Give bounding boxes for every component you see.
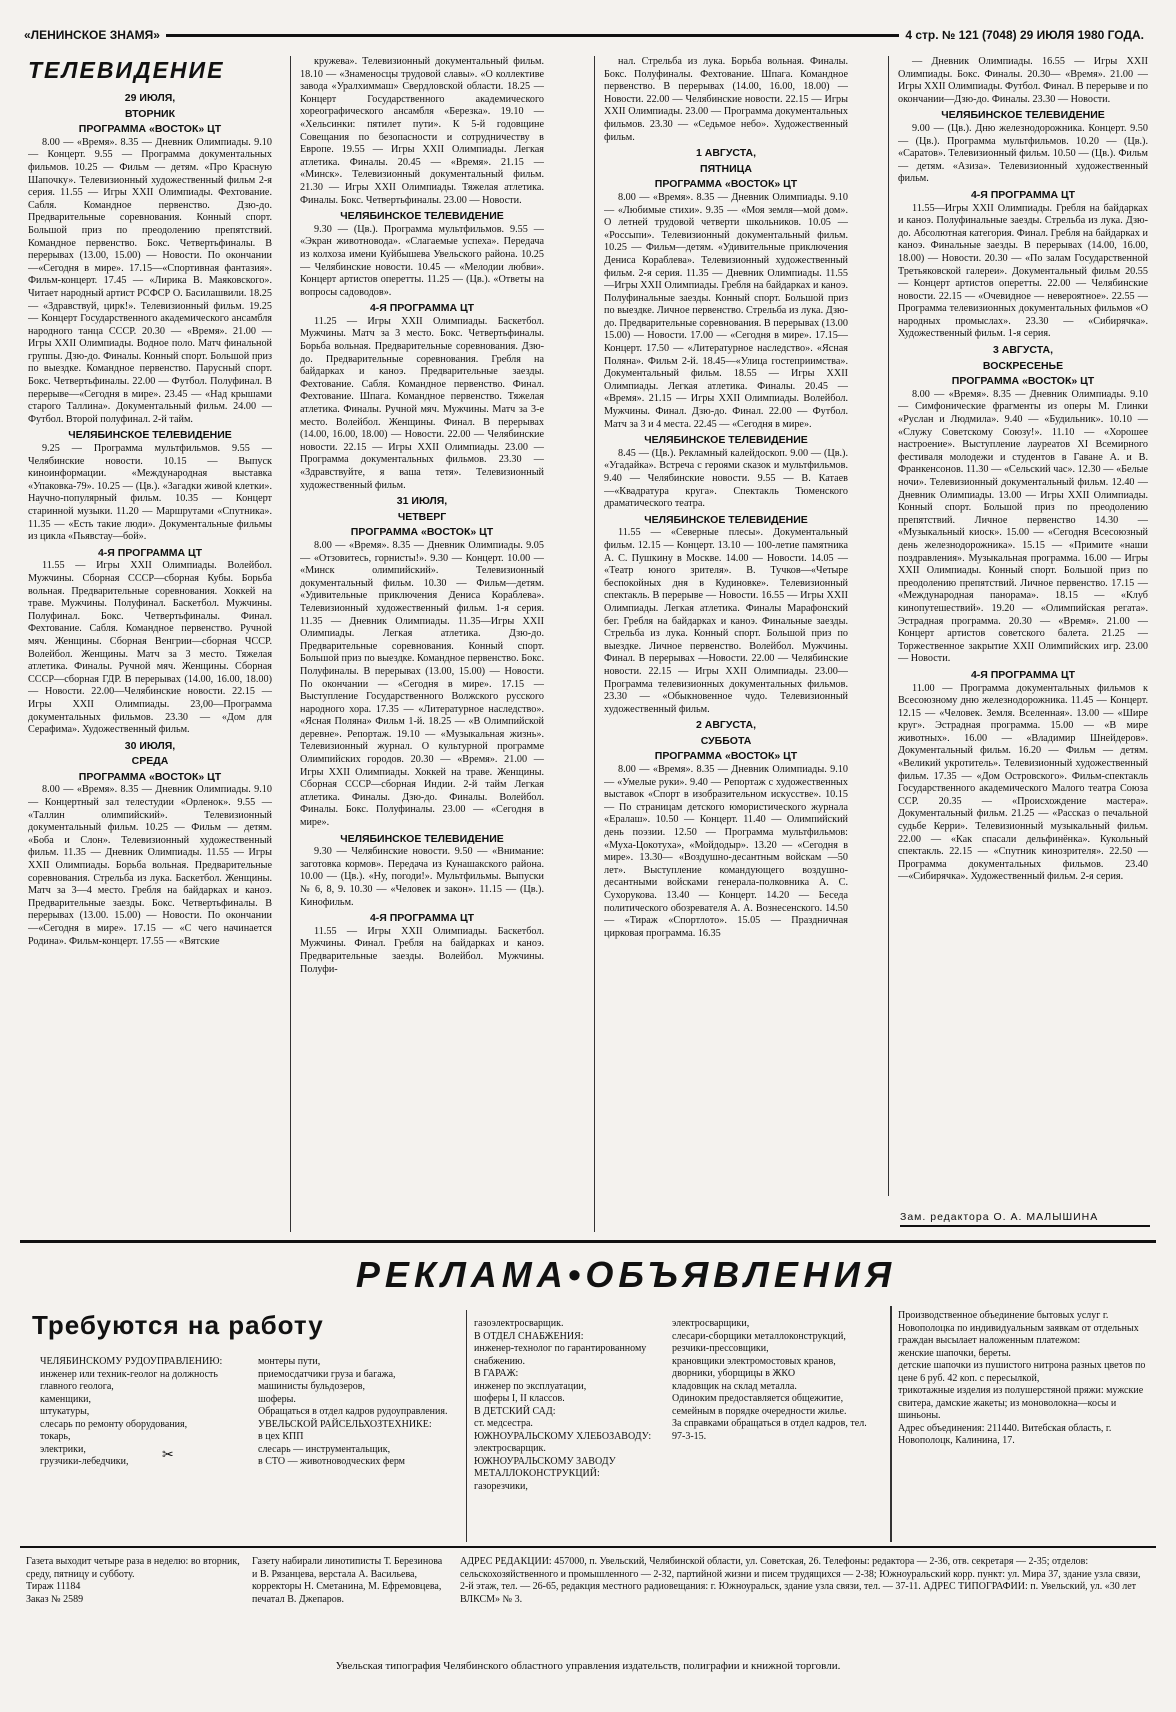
tv-column-3 <box>604 56 848 1242</box>
schedule-heading: ПРОГРАММА «ВОСТОК» ЦТ <box>654 750 798 763</box>
schedule-heading: 29 ИЮЛЯ, <box>124 92 176 104</box>
ads-top-rule <box>20 1240 1156 1243</box>
ad-line: грузчики-лебедчики, <box>40 1456 129 1467</box>
ad-column-2 <box>258 1356 454 1542</box>
ad-line: В ОТДЕЛ СНАБЖЕНИЯ: <box>474 1330 584 1342</box>
circulation: Тираж 11184 <box>26 1581 81 1592</box>
column-divider <box>594 56 595 1232</box>
section-title: ТЕЛЕВИДЕНИЕ <box>28 57 225 83</box>
ad-line: трикотажные изделия из полушерстяной пряжи: мужские свитера, дамские жакеты; из моноволокна—косы и шиньоны. <box>898 1385 1144 1421</box>
schedule-text: 8.00 — «Время». 8.35 — Дневник Олимпиады. 9.10 — Симфонические фрагменты из оперы М. Глинки «Руслан и Людмила». 9.40 — «Будильник». 10.10 — «Служу Советскому Союзу!». 11.10 — «Хорошее настроение». Выступление лауреатов XI Всемирного фестиваля молодежи и студентов в Гаване А. и В. Франкенсонов. 11.30 — «Сельский час». 12.30 — «Белые ночи». Телевизионный документальный фильм. 12.40 — Дневник Олимпиады. 13.00 — Игры XXII Олимпиады. Конный спорт. Большой приз по преодолению препятствий. Личное первенство 14.30 — «Музыкальный киоск». 15.00 — «Сегодня Всесоюзный день железнодорожника». 15.15 — «Примите «наши поздравления». Музыкальная программа. 16.00 — Игры XXII Олимпиады. Конный спорт. Большой приз по преодолению препятствий. Личное первенство. 17.15 — «Международная панорама». 18.15 — «Клуб кинопутешествий». 19.20 — «Олимпийская регата». Эстрадная программа. 20.30 — «Время». 21.00 — Концерт артистов советского балета. 21.25 — Торжественное закрытие XXII Олимпийских игр. 23.00 — Новости. <box>898 388 1148 665</box>
paper-name: «ЛЕНИНСКОЕ ЗНАМЯ» <box>24 28 160 42</box>
printer-footer: Увельская типография Челябинского областного управления издательств, полиграфии и книжной торговли. <box>335 1660 841 1672</box>
schedule-heading: ПРОГРАММА «ВОСТОК» ЦТ <box>78 770 222 783</box>
ad-line: приемосдатчики груза и багажа, <box>258 1368 396 1380</box>
schedule-heading: ЧЕЛЯБИНСКОЕ ТЕЛЕВИДЕНИЕ <box>644 513 808 526</box>
schedule-heading: 1 АВГУСТА, <box>696 147 756 160</box>
ad-line: шоферы I, II классов. <box>474 1393 565 1404</box>
address-text: АДРЕС РЕДАКЦИИ: 457000, п. Увельский, Челябинской области, ул. Советская, 26. Телефоны: редактора — 2-36, отв. секретаря — 2-35; отделов: сельскохозяйственного и промышленного — 2-32, партийной жизни и писем трудящихся — 2-38; Южноуральский корр. пункт: ул. Мира 37, здание узла связи, 2-й этаж, тел. — 26-65, редакция местного радиовещания: г. Южноуральск, здание узла связи, тел. — 37-11. АДРЕС ТИПОГРАФИИ: п. Увельский, ул. «30 лет ВЛКСМ» № 3. <box>460 1556 1141 1605</box>
schedule-heading: 4-Я ПРОГРАММА ЦТ <box>369 302 475 315</box>
ad-line: УВЕЛЬСКОЙ РАЙСЕЛЬХОЗТЕХНИКЕ: <box>258 1418 432 1430</box>
ad-line: дворники, уборщицы в ЖКО <box>672 1368 796 1379</box>
ad-line: Одиноким предоставляется общежитие, семейным в порядке очередности жилье. <box>672 1393 847 1417</box>
schedule-text: 9.30 — (Цв.). Программа мультфильмов. 9.55 — «Экран животновода». «Слагаемые успеха». Передача из колхоза имени Куйбышева Увельского района. 10.25 — Челябинские новости. 10.45 — «Мелодии любви». Концерт артистов оперетты. 11.25 — (Цв.). «Ответы на вопросы садоводов». <box>300 223 544 298</box>
ad-line: инженер или техник-геолог на должность главного геолога, <box>40 1368 218 1392</box>
scissors-icon: ✂ <box>162 1448 174 1463</box>
ad-line: штукатуры, <box>40 1406 90 1417</box>
tv-column-1 <box>28 56 272 1242</box>
masthead-rule <box>166 34 899 37</box>
schedule-text: 11.55 — «Северные плесы». Документальный фильм. 12.15 — Концерт. 13.10 — 100-летие памятника А. С. Пушкину в Москве. 14.00 — Новости. 14.05 — «Театр юного зрителя». В. Тучков—«Четыре беспокойных дня в Кудиновке». Телевизионный спектакль. В перерыве — Новости. 16.55 — Игры XXII Олимпиады. Легкая атлетика. Финалы Марафонский бег. Гребля на байдарках и каноэ. Финальные заезды. Стрельба из лука. Конный спорт. Большой приз по выездке. Личное первенство. Волейбол. Мужчины. Финал. В перерывах —Новости. 22.00 — Челябинские новости. 22.15 — Игры XXII Олимпиады. 23.00— Программа телевизионных документальных фильмов. 23.30 — «Обыкновенное чудо. Телевизионный художественный фильм. <box>604 527 848 715</box>
schedule-heading: ЧЕЛЯБИНСКОЕ ТЕЛЕВИДЕНИЕ <box>941 109 1105 122</box>
schedule-text: кружева». Телевизионный документальный фильм. 18.10 — «Знаменосцы трудовой славы». «О коллективе завода «Уралхиммаш» Свердловской области. 18.25 — Концерт Государственного академического хореографического ансамбля «Березка». 19.10 — «Хельсинки: пятилет пути». К 5-й годовщине Совещания по безопасности и сотрудничеству в Европе. 19.55 — Игры XXII Олимпиады. Легкая атлетика. Финалы. 20.45 — «Время». 21.15 — «Минск». Телевизионный документальный фильм. 21.30 — Игры XXII Олимпиады. Тяжелая атлетика. Финалы. Бокс. Четвертьфиналы. 23.00 — Новости. <box>300 56 544 206</box>
schedule-text: Газета выходит четыре раза в неделю: во вторник, среду, пятницу и субботу. <box>26 1556 240 1580</box>
ad-line: слесарь — инструментальщик, <box>258 1443 391 1455</box>
ad-line: инженер по эксплуатации, <box>474 1380 587 1392</box>
ad-line: слесари-сборщики металлоконструкций, <box>672 1330 846 1342</box>
schedule-heading: ПРОГРАММА «ВОСТОК» ЦТ <box>78 123 222 136</box>
schedule-text: 11.00 — Программа документальных фильмов к Всесоюзному дню железнодорожника. 11.45 — Концерт. 12.15 — «Человек. Земля. Вселенная». 13.00 — «Шире круг». Эстрадная программа. 15.00 — «В мире животных». 16.00 — «Владимир Шнейдеров». Документальный фильм. 16.20 — Фильм — детям. «Великий укротитель». Телевизионный художественный фильм. 17.35 — «Дом Островского». Фильм-спектакль Государственного академического Малого театра Союза ССР. 20.35 — «Происхождение мастера». Документальный фильм. 21.25 — «Рассказ о печальной судьбе Керри». Телевизионный музыкальный фильм. 22.00 — «Как спасали дельфинёнка». Кукольный спектакль. 22.15 — «Спутник кинозрителя». 22.50 — Программа документальных фильмов. 23.40 —«Сибирячка». Художественный фильм. 2-я серия. <box>898 682 1148 883</box>
schedule-text: 8.00 — «Время». 8.35 — Дневник Олимпиады. 9.05 — «Отзовитесь, горнисты!». 9.30 — Концерт. 10.00 — «Минск олимпийский». Телевизионный документальный фильм. 10.30 — Фильм—детям. «Удивительные приключения Дениса Кораблева». Телевизионный художественный фильм. 1-я серия. 11.35 — Дневник Олимпиады. 11.35—Игры XXII Олимпиады. Легкая атлетика. Дзю-до. Предварительные соревнования. Конный спорт. Большой приз по выездке. Командное первенство. Бокс. Полуфиналы. В перерывах (13.00, 15.00) — Новости. По окончании — «Сегодня в мире». 17.15 — Выступление Государственного Волжского русского народного хора. 17.35 — «Литературное наследство». «Ясная Поляна» Фильм 1-й. 18.25 — «В Олимпийской деревне». Репортаж. 19.10 — «Музыкальная жизнь». Телевизионный журнал. О культурной программе Олимпийских городов. 20.30 — «Время». 21.00 — Игры XXII Олимпиады. Хоккей на траве. Женщины. Сборная СССР—сборная Индии. 2-й тайм Легкая атлетика. Финалы. Дзю-до. Финалы. Волейбол. Финалы. Бокс. Полуфиналы. 23.00 — «Сегодня в мире». <box>300 539 544 829</box>
schedule-heading: 4-Я ПРОГРАММА ЦТ <box>970 668 1076 681</box>
ad-line: Обращаться в отдел кадров рудоуправления. <box>258 1406 448 1417</box>
schedule-text: 8.00 — «Время». 8.35 — Дневник Олимпиады. 9.10 — «Умелые руки». 9.40 — Репортаж с художественных выставок «Спорт в изобразительном искусстве». 10.15 — По страницам детского юмористического журнала «Ералаш». 10.50 — Концерт. 11.40 — Олимпийский день поэзии. 12.50 — Программа мультфильмов: «Муха-Цокотуха», «Мойдодыр». 13.20 — «Сегодня в мире». 13.30— «Воздушно-десантным войскам —50 лет». Выступление командующего воздушно-десантными войсками генерала-полковника А. С. Сухорукова. 13.40 — Концерт. 14.20 — Беседа политического обозревателя А. А. Вознесенского. 14.50 — «Тираж «Спортлото». 15.05 — Праздничная цирковая программа. 16.35 <box>604 764 848 939</box>
order-number: Заказ № 2589 <box>26 1593 84 1605</box>
ad-column-1 <box>40 1356 250 1542</box>
schedule-text: 9.25 — Программа мультфильмов. 9.55 — Челябинские новости. 10.15 — Выпуск киноинформации. «Международная выставка «Упаковка-79». 10.25 — (Цв.). «Загадки живой клетки». Научно-популярный фильм. 10.35 — Концерт старинной музыки. 11.20 — Маршрутами «Спутника». 11.35 — «Есть такие люди». Документальные фильмы из цикла «Пьявстау—бой». <box>28 443 272 543</box>
schedule-heading: ПРОГРАММА «ВОСТОК» ЦТ <box>350 526 494 539</box>
info-schedule <box>26 1556 244 1646</box>
schedule-text: 11.55 — Игры XXII Олимпиады. Волейбол. Мужчины. Сборная СССР—сборная Кубы. Борьба вольная. Предварительные соревнования. Хоккей на траве. Мужчины. Полуфинал. Баскетбол. Мужчины. Полуфинал. Бокс. Четвертьфиналы. Финал. Фехтование. Сабля. Командное первенство. Ручной мяч. Женщины. Сборная Венгрии—сборная ЧССР. Волейбол. Женщины. Матч за 3 место. Тяжелая атлетика. Финалы. Ручной мяч. Женщины. Сборная СССР—сборная ГДР. В перерывах (14.00, 16.00, 18.00) — Новости. 22.00—Челябинские новости. 22.15 — Игры XXII Олимпиады. 23,00—Программа документальных фильмов. 23.30 — «Дом для Серафима». Художественный фильм. <box>28 560 272 736</box>
ad-line: газоэлектросварщик. <box>474 1318 564 1329</box>
ad-line: ст. медсестра. <box>474 1418 533 1429</box>
schedule-heading: 4-Я ПРОГРАММА ЦТ <box>970 188 1076 201</box>
schedule-heading: 2 АВГУСТА, <box>696 719 756 732</box>
ad-line: В ГАРАЖ: <box>474 1368 519 1379</box>
schedule-text: 8.45 — (Цв.). Рекламный калейдоскоп. 9.00 — (Цв.). «Угадайка». Встреча с героями сказок и мультфильмов. 9.40 — Челябинские новости. 9.55 — В. Катаев —«Квадратура круга». Спектакль Тюменского драматического театра. <box>604 447 848 510</box>
ad-line: крановщики электромостовых кранов, <box>672 1355 836 1367</box>
schedule-heading: 31 ИЮЛЯ, <box>396 495 448 508</box>
ad-line: Адрес объединения: 211440. Витебская область, г. Новополоцк, Калинина, 17. <box>898 1422 1112 1446</box>
schedule-text: 8.00 — «Время». 8.35 — Дневник Олимпиады. 9.10 — «Любимые стихи». 9.35 — «Моя земля—мой дом». О летней трудовой четверти школьников. 10.05 — «Россыпи». Телевизионный документальный фильм. 10.25 — Фильм—детям. «Удивительные приключения Дениса Кораблева». Телевизионный художественный фильм. 2-я серия. 11.35 — Дневник Олимпиады. 11.55—Игры XXII Олимпиады. Гребля на байдарках и каноэ. Полуфинальные заезды. Конный спорт. Большой приз по выездке. Личное первенство. Стрельба из лука. Дзю-до. Предварительные соревнования. В перерывах (13.00 15.00) — Новости. 17.00 — «Сегодня в мире». 17.15—Концерт. 17.50 — «Литературное наследство». «Ясная Поляна». Фильм 2-й. 18.45—«Улица гостеприимства». Документальный фильм. 18.55 — Игры XXII Олимпиады. Легкая атлетика. Финалы. 20.45 — «Время». 21.15 — Игры XXII Олимпиады. Волейбол. Мужчины. Финал. Дзю-до. Финал. 22.00 — Футбол. Матч за 3 и 4 места. 22.45 — «Сегодня в мире». <box>604 191 848 430</box>
info-typesetters <box>252 1556 448 1646</box>
schedule-heading: ПРОГРАММА «ВОСТОК» ЦТ <box>951 375 1095 388</box>
ad-line: детские шапочки из пушистого нитрона разных цветов по цене 6 руб. 42 коп. с пересылкой, <box>898 1360 1146 1384</box>
ad-line: каменщики, <box>40 1393 92 1405</box>
ad-line: женские шапочки, береты. <box>898 1347 1011 1359</box>
schedule-text: 8.00 — «Время». 8.35 — Дневник Олимпиады. 9.10 — Концерт. 9.55 — Программа документальных фильмов. 10.25 — Фильм — детям. «Про Красную Шапочку». Телевизионный художественный фильм 2-я серия. 11.55 — Игры XXII Олимпиады. Фехтование. Сабля. Командное первенство. Дзю-до. Предварительные соревнования. Конный спорт. Большой приз по преодолению препятствий. Командное первенство. Бокс. Четвертьфиналы. В перерывах (13.00, 15.00) — Новости. По окончании—«Сегодня в мире». 17.15—«Спортивная фантазия». Фильм-концерт. 17.45 — «Лирика В. Маяковского». Читает народный артист РСФСР О. Басилашвили. 18.25 — «Здравствуй, цирк!». Телевизионный фильм. 19.25 — Концерт Государственного академического ансамбля народного танца СССР. 20.30 — «Время». 21.00 — Игры XXII Олимпиады. Водное поло. Матч финальной группы. Дзю-до. Финалы. Конный спорт. Большой приз по выездке. Командное первенство. Парусный спорт. Бокс. Четвертьфиналы. 22.00 — Футбол. Полуфинал. В перерыве—«Сегодня в мире». 23.45 — «Над крышами старого Таллина». Документальный фильм. 24.00 — Футбол. Второй полуфинал. 2-й тайм. <box>28 136 272 425</box>
schedule-heading: ПЯТНИЦА <box>700 162 752 175</box>
ad-line: кладовщик на склад металла. <box>672 1380 797 1392</box>
schedule-heading: СРЕДА <box>131 755 169 768</box>
schedule-heading: 30 ИЮЛЯ, <box>124 739 176 752</box>
ad-column-5 <box>898 1310 1150 1542</box>
info-rule <box>20 1546 1156 1548</box>
schedule-text: 9.30 — Челябинские новости. 9.50 — «Внимание: заготовка кормов». Передача из Кунашакского района. 10.00 — (Цв.). «Ну, погоди!». Мультфильмы. Выпуски № 6, 8, 9. 10.30 — «Человек и закон». 11.15 — (Цв.). Кинофильм. <box>300 846 544 908</box>
schedule-heading: 4-Я ПРОГРАММА ЦТ <box>369 912 475 925</box>
ad-line: в цех КПП <box>258 1431 304 1442</box>
ad-line: токарь, <box>40 1431 71 1442</box>
column-divider <box>466 1310 467 1542</box>
ad-line: ЮЖНОУРАЛЬСКОМУ ХЛЕБОЗАВОДУ: <box>474 1430 652 1442</box>
schedule-text: — Дневник Олимпиады. 16.55 — Игры XXII Олимпиады. Бокс. Финалы. 20.30— «Время». 21.00 — Игры XXII Олимпиады. Футбол. Финал. В перерыве и по окончании—Дзю-до. Финалы. 23.30 — Новости. <box>898 56 1148 105</box>
ad-line: За справками обращаться в отдел кадров, тел. 97-3-15. <box>672 1418 867 1442</box>
ad-line: машинисты бульдозеров, <box>258 1381 365 1392</box>
masthead <box>24 26 1144 44</box>
ad-line: электросварщик. <box>474 1443 546 1454</box>
schedule-heading: ЧЕЛЯБИНСКОЕ ТЕЛЕВИДЕНИЕ <box>340 210 504 223</box>
schedule-text: 11.25 — Игры XXII Олимпиады. Баскетбол. Мужчины. Матч за 3 место. Бокс. Четвертьфиналы. Борьба вольная. Предварительные соревнования. Дзю-до. Предварительные соревнования. Гребля на байдарках и каноэ. Предварительные заезды. Фехтование. Сабля. Командное первенство. Финал. Фехтование. Шпага. Командное первенство. Тяжелая атлетика. Финалы. Ручной мяч. Мужчины. Матч за 3-е место. Волейбол. Женщины. Финал. В перерывах (14.00, 16.00, 18.00) — Новости. 22.00 — Челябинские новости. 22.15 — Игры XXII Олимпиады. 23.00 — Программа документальных фильмов. 23.30 — «Здравствуйте, я ваша тетя». Телевизионный художественный фильм. <box>300 315 544 491</box>
schedule-heading: ЧЕЛЯБИНСКОЕ ТЕЛЕВИДЕНИЕ <box>644 434 808 447</box>
ad-line: электросварщики, <box>672 1318 750 1329</box>
ad-line: В ДЕТСКИЙ САД: <box>474 1405 556 1417</box>
schedule-heading: 3 АВГУСТА, <box>993 344 1053 357</box>
info-address <box>460 1556 1150 1646</box>
schedule-heading: СУББОТА <box>700 734 752 747</box>
column-divider <box>888 56 889 1196</box>
schedule-heading: ЧЕТВЕРГ <box>397 510 447 523</box>
jobs-title: Требуются на работу <box>32 1310 324 1340</box>
ad-line: ЮЖНОУРАЛЬСКОМУ ЗАВОДУ МЕТАЛЛОКОНСТРУКЦИЙ: <box>474 1455 616 1479</box>
schedule-heading: 4-Я ПРОГРАММА ЦТ <box>97 546 203 559</box>
schedule-text: 11.55—Игры XXII Олимпиады. Гребля на байдарках и каноэ. Полуфинальные заезды. Стрельба из лука. Дзю-до. Абсолютная категория. Финал. Гребля на байдарках и каноэ. Финальные заезды. В перерывах (14.00, 16.00, 18.00) — Новости. 20.30 — «По залам Государственной Третьяковской галереи». Документальный фильм 20.55 — Концерт артистов оперетты. 22.00 — Челябинские новости. 22.15 — «Очевидное — невероятное». 22.55 — Программа телевизионных документальных фильмов «О народных промыслах». 23.30 — «Сибирячка». Художественный фильм. 1-я серия. <box>898 202 1148 340</box>
schedule-heading: ЧЕЛЯБИНСКОЕ ТЕЛЕВИДЕНИЕ <box>68 429 232 442</box>
ad-line: газорезчики, <box>474 1480 528 1492</box>
ad-column-3 <box>474 1318 664 1542</box>
ad-line: инженер-технолог по гарантированному снабжению. <box>474 1343 647 1367</box>
tv-column-2 <box>300 56 544 1242</box>
ad-line: электрики, <box>40 1443 86 1455</box>
typesetters-text: Газету набирали линотиписты Т. Березинова и В. Рязанцева, верстала А. Васильева, корректоры Н. Сметанина, М. Ефремовцева, печатал В. Джепаров. <box>252 1556 443 1605</box>
ad-line: в СТО — животноводческих ферм <box>258 1456 406 1467</box>
ad-line: монтеры пути, <box>258 1356 321 1367</box>
ad-line: Производственное объединение бытовых услуг г. Новополоцка по индивидуальным заявкам от отдельных граждан высылает наложенным платежом: <box>898 1310 1139 1346</box>
issue-info: 4 стр. № 121 (7048) 29 ИЮЛЯ 1980 ГОДА. <box>905 28 1144 42</box>
ad-line: слесарь по ремонту оборудования, <box>40 1418 188 1430</box>
ad-line: резчики-прессовщики, <box>672 1343 769 1354</box>
ad-line: шоферы. <box>258 1393 296 1405</box>
column-divider <box>290 56 291 1232</box>
schedule-text: 8.00 — «Время». 8.35 — Дневник Олимпиады. 9.10 — Концертный зал телестудии «Орленок». 9.55 — «Таллин олимпийский». Телевизионный документальный фильм. 10.25 — Фильм — детям. «Боба и Слон». Телевизионный художественный фильм. 11.35 — Дневник Олимпиады. 11.55 — Игры XXII Олимпиады. Борьба вольная. Предварительные соревнования. Стрельба из лука. Баскетбол. Женщины. Матч за 3—4 место. Гребля на байдарках и каноэ. Предварительные заезды. Бокс. Четвертьфиналы. В перерывах (13.00. 15.00) — Новости. По окончании—«Сегодня в мире». 17.15 — «С чего начинается Родина». Фильм-концерт. 17.55 — «Вятские <box>28 784 272 947</box>
tv-column-4 <box>898 56 1148 1206</box>
schedule-text: 11.55 — Игры XXII Олимпиады. Баскетбол. Мужчины. Финал. Гребля на байдарках и каноэ. Предварительные заезды. Волейбол. Мужчины. Полуфи- <box>300 925 544 975</box>
schedule-heading: ПРОГРАММА «ВОСТОК» ЦТ <box>654 178 798 191</box>
schedule-text: нал. Стрельба из лука. Борьба вольная. Финалы. Бокс. Полуфиналы. Фехтование. Шпага. Командное первенство. В перерывах (14.00, 16.00, 18.00) — Новости. 22.00 — Челябинские новости. 22.15 — Игры XXII Олимпиады. 23.00 — Программа документальных фильмов. 23.30 — «Седьмое небо». Художественный фильм. <box>604 56 848 143</box>
schedule-heading: ЧЕЛЯБИНСКОЕ ТЕЛЕВИДЕНИЕ <box>340 832 504 845</box>
schedule-heading: ВТОРНИК <box>124 107 176 120</box>
ad-line: ЧЕЛЯБИНСКОМУ РУДОУПРАВЛЕНИЮ: <box>40 1356 223 1367</box>
schedule-heading: ВОСКРЕСЕНЬЕ <box>982 359 1064 372</box>
ad-column-4 <box>672 1318 882 1542</box>
ads-banner: РЕКЛАМА•ОБЪЯВЛЕНИЯ <box>355 1254 897 1295</box>
editor-credit: Зам. редактора О. А. МАЛЫШИНА <box>900 1211 1150 1227</box>
column-divider <box>890 1306 892 1542</box>
schedule-text: 9.00 — (Цв.). Дню железнодорожника. Концерт. 9.50 — (Цв.). Программа мультфильмов. 10.20 — (Цв.). «Саратов». Телевизионный фильм. 10.50 — (Цв.). Фильм — детям. «Азиза». Телевизионный художественный фильм. <box>898 122 1148 185</box>
